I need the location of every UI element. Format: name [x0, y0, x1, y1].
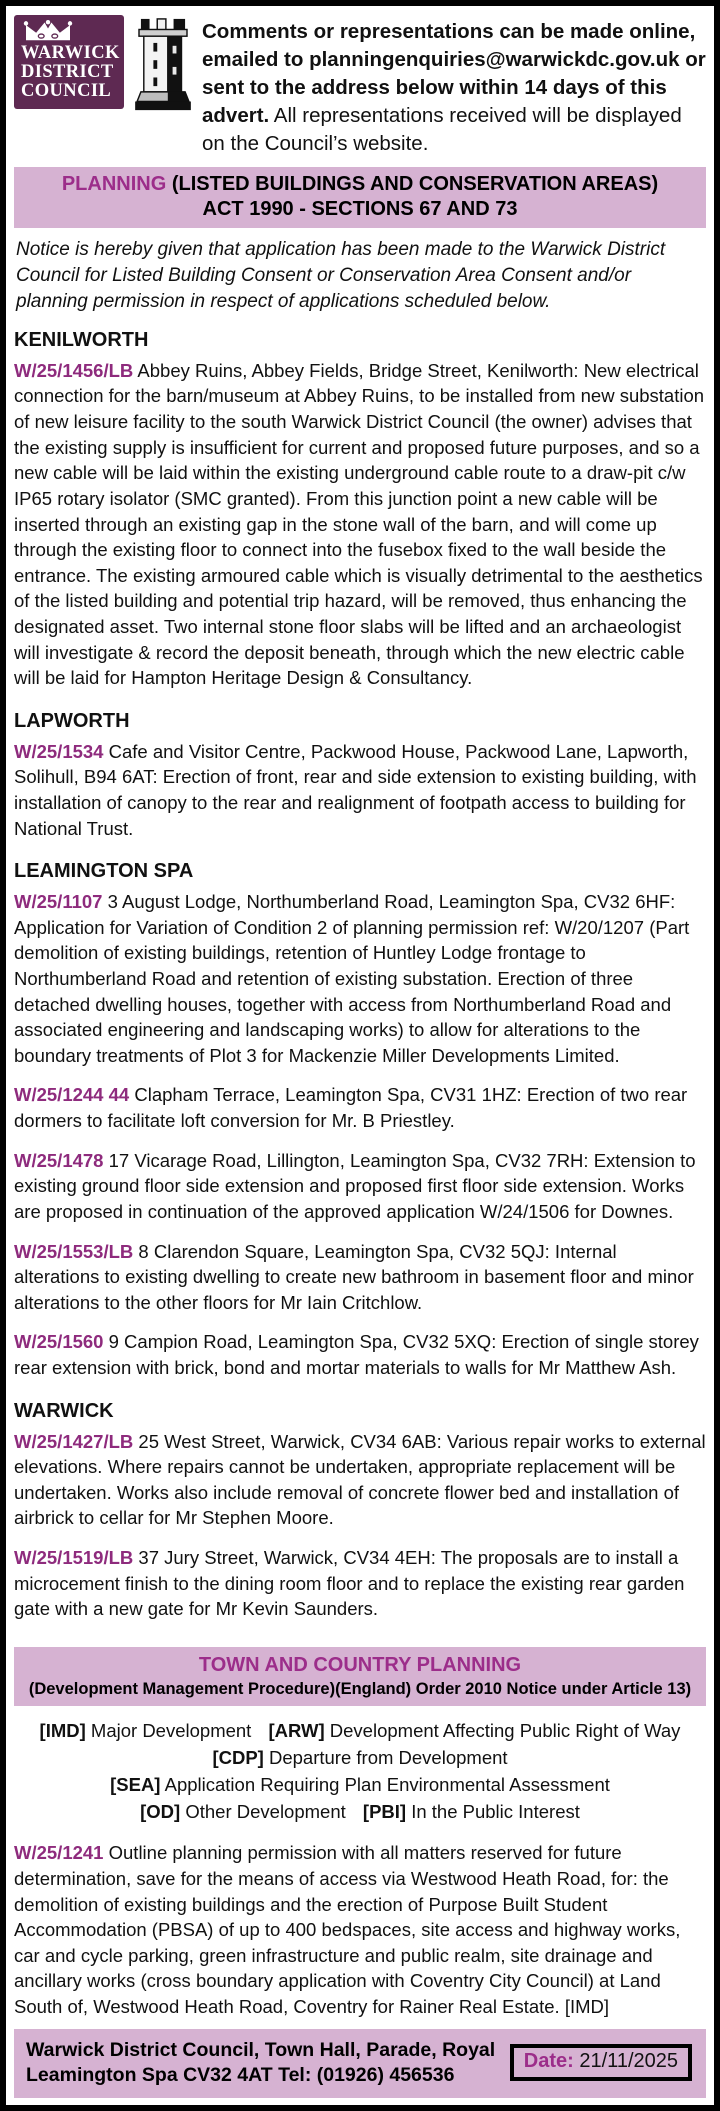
legend-label: Major Development: [90, 1720, 252, 1742]
act-banner: [14, 167, 706, 228]
application-text: Abbey Ruins, Abbey Fields, Bridge Street, Kenilworth: New electrical connection for the barn/museum at Abbey Ruins, to be installed from new substation of new leisure facility to the south Warwick District Council (the owner) advises that the existing supply is insufficient for current and proposed future purposes, and so a new cable will be laid within the existing underground cable route to a draw-pit c/w IP65 rotary isolator (SMC granted). From this junction point a new cable will be inserted through an existing gap in the stone wall of the barn, and will come up through the existing floor to connect into the fusebox fixed to the wall beside the entrance. The existing armoured cable which is visually detrimental to the aesthetics of the listed building and potential trip hazard, will be removed, thus enhancing the designated asset. Two internal stone floor slabs will be lifted and an archaeologist will investigate & record the deposit beneath, through which the new electric cable will be laid for Hampton Heritage Design & Consultancy.: [14, 359, 705, 689]
application-ref: W/25/1241: [14, 1842, 104, 1864]
application-text: 17 Vicarage Road, Lillington, Leamington Spa, CV32 7RH: Extension to existing ground floor side extension and proposed first floor side extension. Works are proposed in continuation of the approved application W/24/1506 for Downes.: [14, 1149, 696, 1222]
footer: [14, 2029, 706, 2099]
application-entry-1427: [14, 1429, 706, 1531]
act-banner-rest: (LISTED BUILDINGS AND CONSERVATION AREAS): [166, 173, 659, 196]
legend-code: [OD]: [140, 1800, 181, 1822]
council-address-line1: Warwick District Council, Town Hall, Parade, Royal: [26, 2038, 496, 2061]
application-ref: W/25/1107: [14, 891, 103, 913]
section-heading-kenilworth: KENILWORTH: [14, 328, 149, 351]
council-logo: [14, 15, 124, 109]
tcp-banner-subtitle: (Development Management Procedure)(England) Order 2010 Notice under Article 13): [28, 1679, 692, 1698]
application-entry-1534: [14, 739, 706, 841]
intro-text-bold: Comments or representations can be made online, emailed to planningenquiries@warwickdc.gov.uk or sent to the address below within 14 days of this advert.: [202, 20, 706, 127]
date-value: 21/11/2025: [579, 2050, 678, 2073]
application-entry-1553: [14, 1239, 706, 1316]
act-banner-planning: PLANNING: [61, 173, 167, 196]
application-text: Cafe and Visitor Centre, Packwood House, Packwood Lane, Lapworth, Solihull, B94 6AT: Erection of front, rear and side extension to existing building, with installation of canopy to the rear and realignment of footpath access to building for National Trust.: [14, 740, 697, 839]
legend-line-3: [14, 1772, 706, 1799]
legend-label: Application Requiring Plan Environmental Assessment: [164, 1773, 610, 1795]
application-entry-1244: [14, 1082, 706, 1133]
date-label: Date:: [523, 2050, 574, 2073]
logo-text-line2: DISTRICT: [21, 62, 114, 83]
application-ref: W/25/1553/LB: [14, 1240, 134, 1262]
application-ref: W/25/1427/LB: [14, 1430, 134, 1452]
application-text: Clapham Terrace, Leamington Spa, CV31 1HZ: Erection of two rear dormers to facilitate loft conversion for Mr. B Priestley.: [14, 1084, 688, 1132]
intro-text: [202, 15, 706, 157]
application-text: Outline planning permission with all matters reserved for future determination, save for the means of access via Westwood Heath Road, for: the demolition of existing buildings and the erection of Purpose Built Student Accommodation (PBSA) of up to 400 bedspaces, site access and highway works, car and cycle parking, green infrastructure and public realm, site drainage and ancillary works (cross boundary application with Coventry City Council) at Land South of, Westwood Heath Road, Coventry for Rainer Real Estate. [IMD]: [14, 1842, 681, 2018]
act-banner-line1: [20, 172, 700, 197]
intro-text-regular: All representations received will be displayed on the Council’s website.: [202, 103, 682, 155]
legend-label: Departure from Development: [268, 1746, 508, 1768]
council-address-line2: Leamington Spa CV32 4AT Tel: (01926) 456536: [26, 2063, 455, 2086]
application-entry-1519: [14, 1545, 706, 1622]
crown-icon: [22, 20, 74, 42]
legend: [14, 1718, 706, 1825]
notice-text: Notice is hereby given that application has been made to the Warwick District Council for Listed Building Consent or Conservation Area Consent and/or planning permission in respect of applications scheduled below.: [16, 239, 666, 313]
tcp-banner: [14, 1647, 706, 1706]
application-entry-1241: [14, 1840, 706, 2019]
legend-code: [SEA]: [110, 1773, 161, 1795]
legend-label: Other Development: [185, 1800, 346, 1822]
logo-text-line3: COUNCIL: [21, 81, 112, 102]
masthead: [14, 15, 706, 157]
legend-code: [PBI]: [362, 1800, 407, 1822]
application-text: 9 Campion Road, Leamington Spa, CV32 5XQ: Erection of single storey rear extension with brick, bond and mortar materials to walls for Mr Matthew Ash.: [14, 1331, 699, 1378]
application-ref: W/25/1560: [14, 1331, 104, 1353]
legend-line-4: [14, 1799, 706, 1826]
application-entry-1456: [14, 358, 706, 691]
section-heading-lapworth: LAPWORTH: [14, 709, 130, 732]
legend-code: [ARW]: [268, 1720, 325, 1742]
logo-text-line1: WARWICK: [21, 43, 120, 63]
application-ref: W/25/1519/LB: [14, 1547, 134, 1569]
application-entry-1478: [14, 1148, 706, 1225]
application-entry-1560: [14, 1329, 706, 1380]
date-box: [510, 2044, 692, 2081]
section-heading-leamington-spa: LEAMINGTON SPA: [14, 860, 194, 883]
legend-line-1: [14, 1718, 706, 1745]
application-ref: W/25/1534: [14, 740, 104, 762]
application-ref: W/25/1478: [14, 1149, 104, 1171]
application-text: 37 Jury Street, Warwick, CV34 4EH: The proposals are to install a microcement finish to the dining room floor and to replace the existing rear garden gate with a new gate for Mr Kevin Saunders.: [14, 1547, 685, 1620]
application-text: 3 August Lodge, Northumberland Road, Leamington Spa, CV32 6HF: Application for Variation of Condition 2 of planning permission ref: W/20/1207 (Part demolition of existing buildings, retention of Huntley Lodge frontage to Northumberland Road and retention of existing substation. Erection of three detached dwelling houses, together with access from Northumberland Road and associated engineering and landscaping works) to allow for alterations to the boundary treatments of Plot 3 for Mackenzie Miller Developments Limited.: [14, 891, 690, 1066]
tcp-banner-title: TOWN AND COUNTRY PLANNING: [198, 1653, 522, 1676]
application-ref: W/25/1244 44: [14, 1084, 130, 1106]
section-heading-warwick: WARWICK: [14, 1399, 114, 1422]
application-text: 8 Clarendon Square, Leamington Spa, CV32 5QJ: Internal alterations to existing dwelling to create new bathroom in basement floor and minor alterations to the other floors for Mr Iain Critchlow.: [14, 1240, 694, 1313]
legend-label: Development Affecting Public Right of Way: [329, 1720, 681, 1742]
application-text: 25 West Street, Warwick, CV34 6AB: Various repair works to external elevations. Where repairs cannot be undertaken, appropriate replacement will be undertaken. Works also include removal of concrete flower bed and installation of airbrick to cellar for Mr Stephen Moore.: [14, 1430, 706, 1529]
legend-code: [IMD]: [39, 1720, 86, 1742]
legend-label: In the Public Interest: [411, 1800, 580, 1822]
application-ref: W/25/1456/LB: [14, 359, 134, 381]
council-address: [26, 2038, 495, 2089]
act-banner-line2: ACT 1990 - SECTIONS 67 AND 73: [202, 198, 518, 221]
legend-code: [CDP]: [212, 1746, 264, 1768]
application-entry-1107: [14, 889, 706, 1068]
legend-line-2: [14, 1745, 706, 1772]
castle-icon: [132, 17, 194, 113]
